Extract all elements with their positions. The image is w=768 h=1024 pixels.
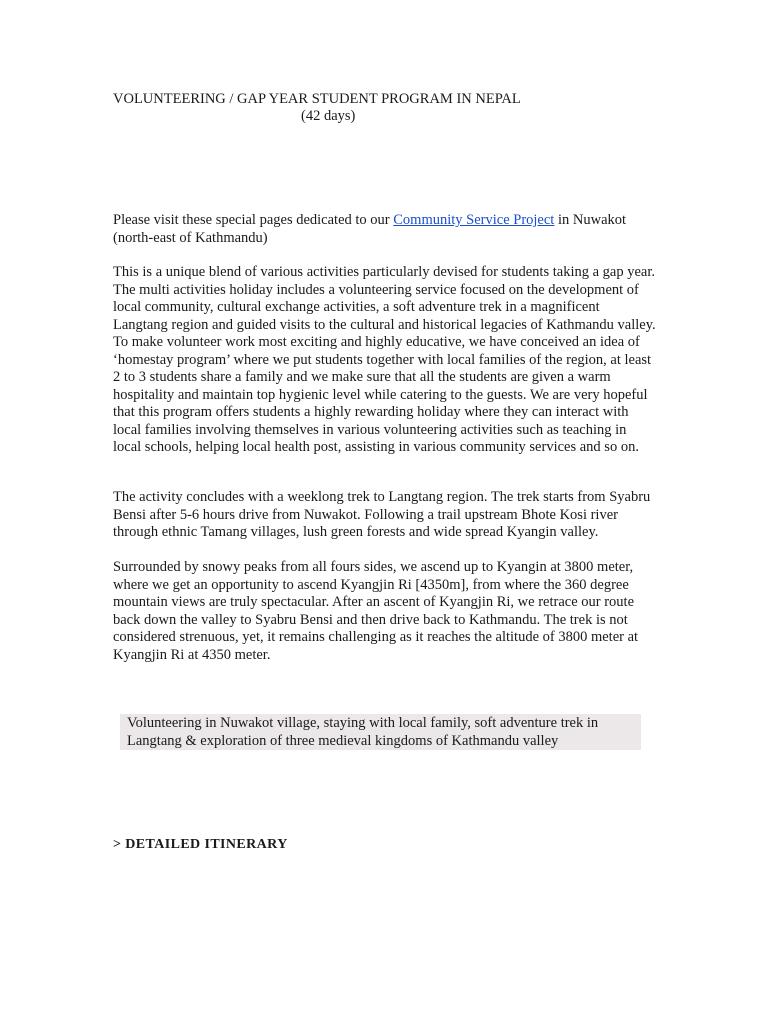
visit-text-before: Please visit these special pages dedicated to our (113, 212, 394, 228)
document-subtitle: (42 days) (301, 108, 356, 124)
intro-paragraph: This is a unique blend of various activities particularly devised for students taking a gap year. The multi activities holiday includes a volunteering service focused on the development of local community, cultural exchange activities, a soft adventure trek in a magnificent Langtang region and guided visits to the cultural and historical legacies of Kathmandu valley. To make volunteer work most exciting and highly educative, we have conceived an idea of ‘homestay program’ where we put students together with local families of the region, at least 2 to 3 students share a family and we make sure that all the students are given a warm hospitality and maintain top hygienic level while catering to the guests. We are very hopeful that this program offers students a highly rewarding holiday where they can interact with local families involving themselves in various volunteering activities such as teaching in local schools, helping local health post, assisting in various community services and so on. (113, 264, 656, 455)
document-title: VOLUNTEERING / GAP YEAR STUDENT PROGRAM IN NEPAL (113, 91, 521, 107)
kyangjin-paragraph: Surrounded by snowy peaks from all fours sides, we ascend up to Kyangin at 3800 meter, where we get an opportunity to ascend Kyangjin Ri [4350m], from where the 360 degree mountain views are truly spectacular. After an ascent of Kyangjin Ri, we retrace our route back down the valley to Syabru Bensi and then drive back to Kathmandu. The trek is not considered strenuous, yet, it remains challenging as it reaches the altitude of 3800 meter at Kyangjin Ri at 4350 meter. (113, 559, 639, 663)
detailed-itinerary-heading[interactable]: > DETAILED ITINERARY (113, 837, 288, 852)
highlight-text: Volunteering in Nuwakot village, staying with local family, soft adventure trek in Langtang & exploration of three medieval kingdoms of Kathmandu valley (127, 715, 599, 749)
visit-paragraph (113, 212, 658, 247)
visit-text-after: in Nuwakot (north-east of Kathmandu) (113, 212, 627, 246)
trek-paragraph: The activity concludes with a weeklong trek to Langtang region. The trek starts from Syabru Bensi after 5-6 hours drive from Nuwakot. Following a trail upstream Bhote Kosi river through ethnic Tamang villages, lush green forests and wide spread Kyangin valley. (113, 489, 651, 540)
community-service-project-link[interactable]: Community Service Project (393, 212, 555, 228)
